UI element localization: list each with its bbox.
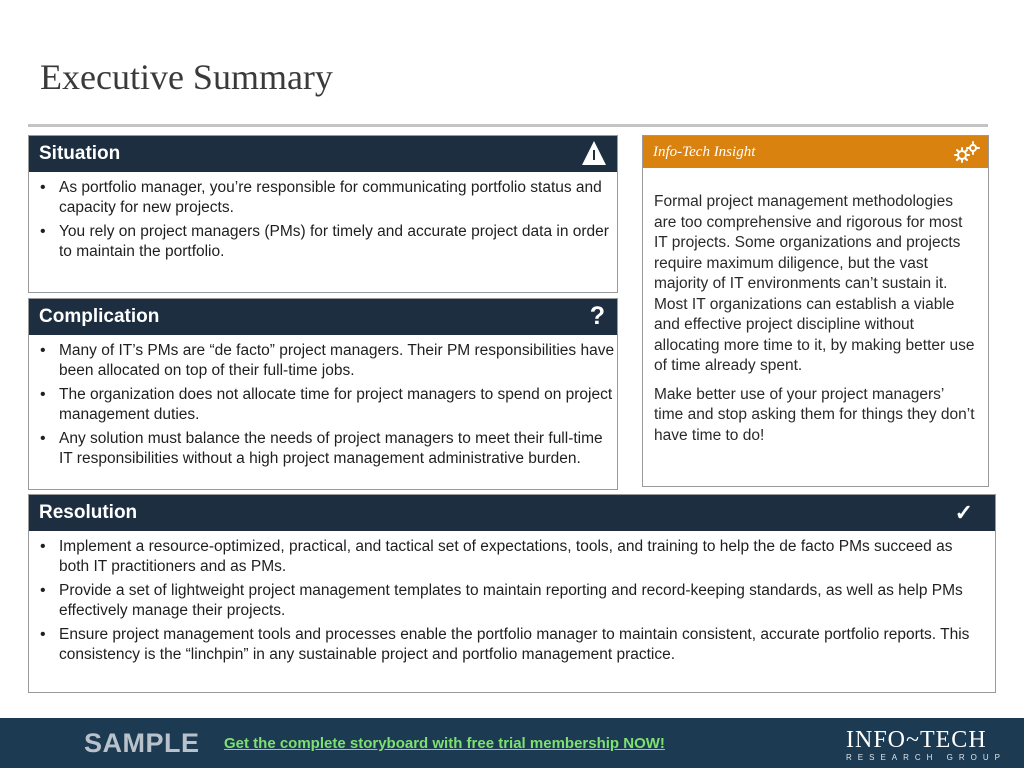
complication-list <box>29 335 617 469</box>
question-mark-icon: ? <box>589 302 605 330</box>
resolution-heading: Resolution <box>39 502 138 523</box>
complication-header <box>29 299 617 335</box>
insight-paragraph: Formal project management methodologies are too comprehensive and rigorous for most IT projects. Some organizations and projects require maximum diligence, but the vast majority of IT environments can’t sustain it. Most IT organizations can establish a viable and effective project discipline without allocating more time to it, by making better use of time already spent. <box>654 193 975 374</box>
trial-membership-link[interactable]: Get the complete storyboard with free trial membership NOW! <box>224 735 665 752</box>
resolution-bullet: • Provide a set of lightweight project management templates to maintain reporting and record-keeping standards, as well as help PMs effectively manage their projects. <box>29 581 983 621</box>
situation-heading: Situation <box>39 143 121 164</box>
complication-bullet: • The organization does not allocate time for project managers to spend on project management duties. <box>29 385 617 425</box>
insight-box <box>642 135 989 487</box>
complication-bullet: • Many of IT’s PMs are “de facto” project managers. Their PM responsibilities have been allocated on top of their full-time jobs. <box>29 341 617 381</box>
situation-list <box>29 172 617 262</box>
resolution-list <box>29 531 995 665</box>
warning-icon <box>581 140 607 172</box>
resolution-bullet: • Ensure project management tools and processes enable the portfolio manager to maintain consistent, accurate portfolio reports. This consistency is the “linchpin” in any sustainable project and portfolio management practice. <box>29 625 983 665</box>
insight-paragraph: Make better use of your project managers’ time and stop asking them for things they don’t have time to do! <box>654 385 975 444</box>
insight-heading: Info-Tech Insight <box>653 143 756 160</box>
sample-label: SAMPLE <box>84 728 200 758</box>
insight-header <box>643 136 988 168</box>
situation-box <box>28 135 618 293</box>
resolution-header <box>29 495 995 531</box>
complication-heading: Complication <box>39 306 160 327</box>
page-title: Executive Summary <box>40 57 333 97</box>
brand-subtitle: RESEARCH GROUP <box>846 753 1007 762</box>
gears-icon <box>952 140 982 169</box>
checkmark-icon: ✓ <box>954 500 973 525</box>
brand-name: INFO~TECH <box>846 727 987 753</box>
info-tech-logo <box>846 728 1006 762</box>
resolution-bullet: • Implement a resource-optimized, practical, and tactical set of expectations, tools, and training to help the de facto PMs succeed as both IT practitioners and as PMs. <box>29 537 983 577</box>
situation-bullet: • As portfolio manager, you’re responsible for communicating portfolio status and capacity for new projects. <box>29 178 617 218</box>
resolution-box <box>28 494 996 693</box>
title-divider <box>28 124 988 127</box>
complication-bullet: • Any solution must balance the needs of project managers to meet their full-time IT responsibilities without a high project management administrative burden. <box>29 429 617 469</box>
situation-header <box>29 136 617 172</box>
complication-box <box>28 298 618 490</box>
situation-bullet: • You rely on project managers (PMs) for timely and accurate project data in order to maintain the portfolio. <box>29 222 617 262</box>
insight-body <box>643 168 988 446</box>
